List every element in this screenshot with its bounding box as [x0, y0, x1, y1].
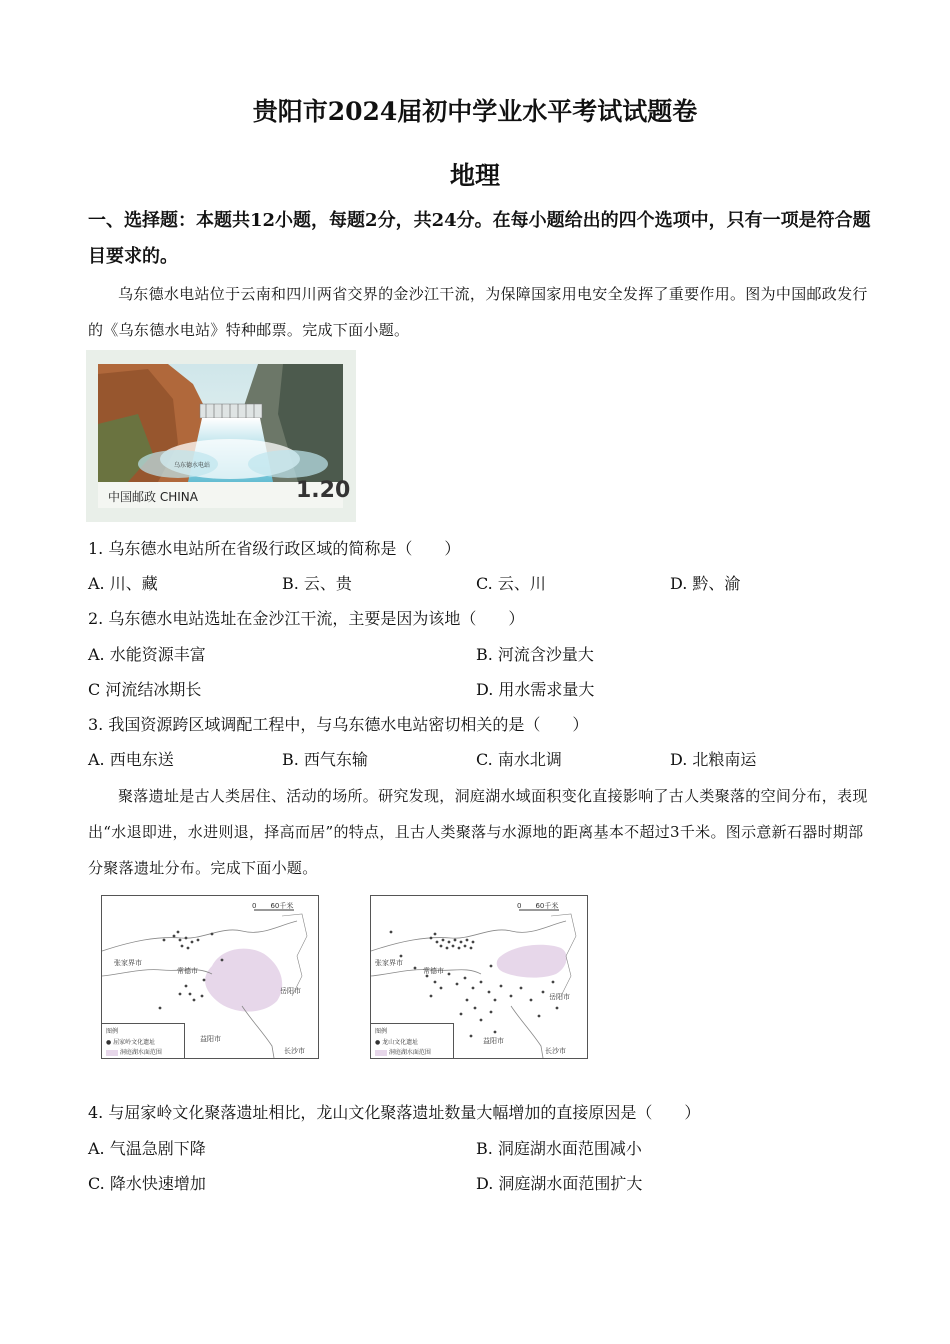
q4-option-c[interactable]: C. 降水快速增加 — [88, 1174, 206, 1193]
section-heading: 一、选择题：本题共12小题，每题2分，共24分。在每小题给出的四个选项中，只有一项是符合题目要求的。 — [88, 210, 871, 267]
q3-option-a[interactable]: A. 西电东送 — [88, 750, 174, 769]
map2-scale: 0 60千米 — [517, 902, 559, 910]
q4-option-b[interactable]: B. 洞庭湖水面范围减小 — [476, 1139, 642, 1158]
q1-option-d[interactable]: D. 黔、渝 — [670, 574, 741, 593]
map1-legend-site: 屈家岭文化遗址 — [113, 1039, 156, 1046]
question-4: 4. 与屈家岭文化聚落遗址相比，龙山文化聚落遗址数量大幅增加的直接原因是（ ） — [88, 1103, 701, 1122]
dam-scene-image — [98, 364, 343, 482]
q2-option-d[interactable]: D. 用水需求量大 — [476, 680, 595, 699]
lake-swatch-icon — [106, 1050, 118, 1056]
q1-option-c[interactable]: C. 云、川 — [476, 574, 546, 593]
q1-option-a[interactable]: A. 川、藏 — [88, 574, 158, 593]
stamp-value: 1.20 — [296, 478, 351, 503]
question-2: 2. 乌东德水电站选址在金沙江干流，主要是因为该地（ ） — [88, 609, 525, 628]
map2-legend — [371, 1023, 454, 1058]
map2-city-zhangjiajie: 张家界市 — [375, 959, 403, 967]
stamp-small-title: 乌东德水电站 — [174, 462, 211, 469]
map2-legend-title: 图例 — [375, 1028, 388, 1035]
map1-city-yueyang: 岳阳市 — [280, 987, 301, 995]
q2-option-c[interactable]: C 河流结冰期长 — [88, 680, 202, 699]
site-dot-icon: ● — [106, 1039, 112, 1046]
map1-legend-lake: 洞庭湖水面范围 — [119, 1049, 162, 1056]
map-longshan — [370, 895, 588, 1059]
question-1: 1. 乌东德水电站所在省级行政区域的简称是（ ） — [88, 539, 461, 558]
stamp-caption: 中国邮政 CHINA — [108, 490, 198, 504]
map1-legend-title: 图例 — [106, 1028, 119, 1035]
site-dot-icon: ● — [375, 1039, 381, 1046]
map1-scale: 0 60千米 — [252, 902, 294, 910]
q3-option-b[interactable]: B. 西气东输 — [282, 750, 368, 769]
q1-option-b[interactable]: B. 云、贵 — [282, 574, 352, 593]
passage-settlements: 聚落遗址是古人类居住、活动的场所。研究发现，洞庭湖水域面积变化直接影响了古人类聚落的空间分布，表现出“水退即进，水进则退，择高而居”的特点，且古人类聚落与水源地的距离基本不超过3千米。图示意新石器时期部分聚落遗址分布。完成下面小题。 — [88, 787, 868, 877]
map2-legend-site: 龙山文化遗址 — [382, 1039, 419, 1046]
map2-legend-lake: 洞庭湖水面范围 — [388, 1049, 431, 1056]
map1-city-changde: 常德市 — [177, 967, 198, 975]
stamp-picture — [98, 364, 351, 508]
q4-option-a[interactable]: A. 气温急剧下降 — [88, 1139, 206, 1158]
exam-title: 贵阳市2024届初中学业水平考试试题卷 — [252, 97, 698, 126]
q2-option-a[interactable]: A. 水能资源丰富 — [88, 645, 206, 664]
subject-title: 地理 — [449, 161, 500, 190]
map2-city-yueyang: 岳阳市 — [549, 993, 570, 1001]
map-qujialing — [101, 895, 319, 1059]
q4-option-d[interactable]: D. 洞庭湖水面范围扩大 — [476, 1174, 643, 1193]
map2-city-yiyang: 益阳市 — [483, 1037, 504, 1045]
q3-option-c[interactable]: C. 南水北调 — [476, 750, 562, 769]
stamp-image — [86, 350, 356, 522]
map1-city-yiyang: 益阳市 — [200, 1035, 221, 1043]
passage-wudongde: 乌东德水电站位于云南和四川两省交界的金沙江干流，为保障国家用电安全发挥了重要作用。图为中国邮政发行的《乌东德水电站》特种邮票。完成下面小题。 — [88, 285, 868, 339]
map1-city-changsha: 长沙市 — [284, 1047, 305, 1055]
map2-city-changde: 常德市 — [423, 967, 444, 975]
map1-legend — [102, 1023, 185, 1058]
map2-city-changsha: 长沙市 — [545, 1047, 566, 1055]
map1-city-zhangjiajie: 张家界市 — [114, 959, 142, 967]
q3-option-d[interactable]: D. 北粮南运 — [670, 750, 757, 769]
question-3: 3. 我国资源跨区域调配工程中，与乌东德水电站密切相关的是（ ） — [88, 715, 589, 734]
lake-swatch-icon — [375, 1050, 387, 1056]
q2-option-b[interactable]: B. 河流含沙量大 — [476, 645, 594, 664]
